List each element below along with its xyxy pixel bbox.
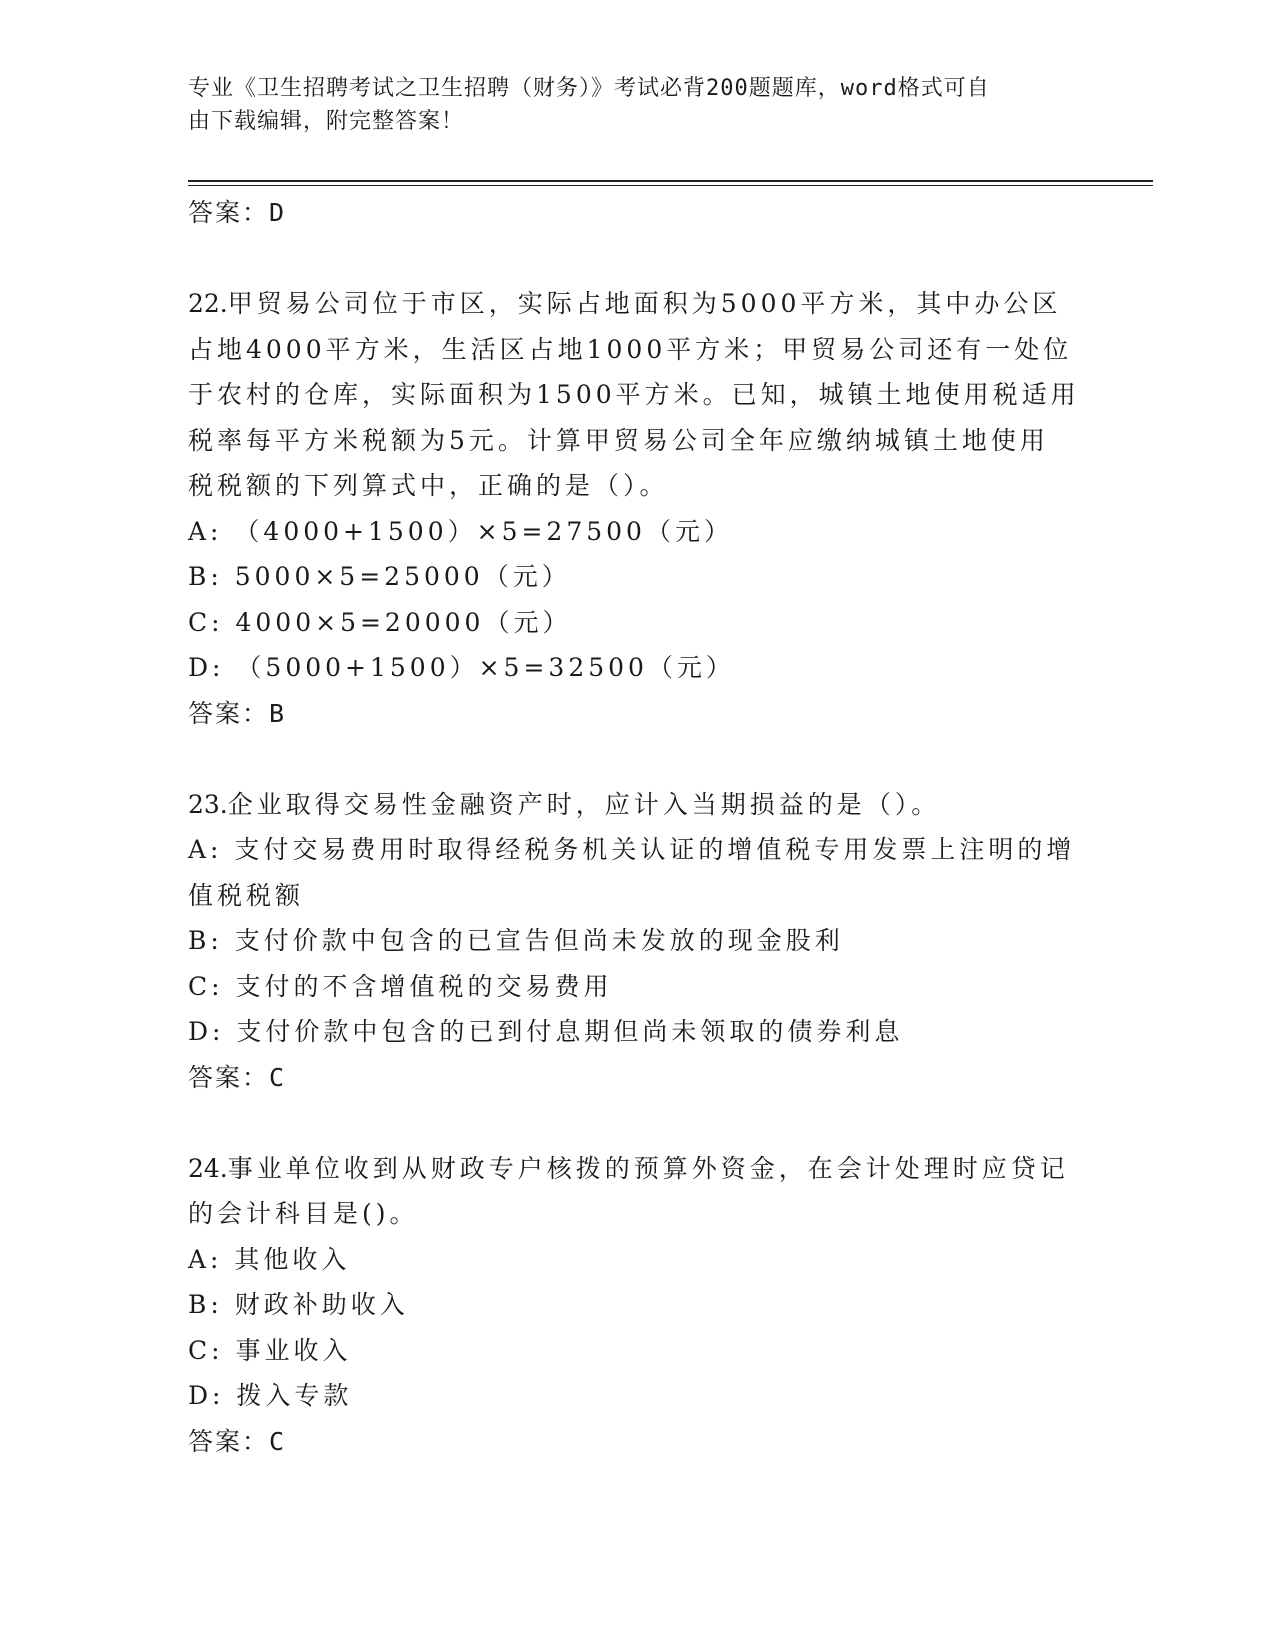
page-header [188, 72, 1068, 138]
document-body [188, 190, 1080, 1464]
option-a: A: （4000+1500）×5=27500（元） [188, 516, 733, 546]
header-rule-thick [188, 180, 1153, 182]
option-c: C: 4000×5=20000（元） [188, 607, 572, 637]
question-stem-line: 24.事业单位收到从财政专户核拨的预算外资金，在会计处理时应贷记 [188, 1153, 1069, 1183]
question-stem-line: 23.企业取得交易性金融资产时，应计入当期损益的是（）。 [188, 789, 941, 819]
header-line-2: 由下载编辑，附完整答案！ [188, 109, 465, 134]
question-stem-line: 22.甲贸易公司位于市区，实际占地面积为5000平方米，其中办公区 [188, 289, 1062, 318]
question-23 [188, 782, 1076, 1101]
option-a-continued: 值税税额 [188, 880, 305, 910]
question-24 [188, 1146, 1068, 1465]
spacer [188, 736, 1068, 782]
question-stem-line: 的会计科目是()。 [188, 1199, 419, 1228]
option-c: C: 事业收入 [188, 1335, 352, 1365]
answer: 答案：C [188, 1062, 287, 1092]
spacer [188, 1100, 1068, 1146]
option-b: B: 5000×5=25000（元） [188, 562, 571, 591]
header-line-1: 专业《卫生招聘考试之卫生招聘（财务）》考试必背200题题库，word格式可自 [188, 76, 990, 101]
question-number: 22. [188, 289, 228, 318]
question-stem-line: 于农村的仓库，实际面积为1500平方米。已知，城镇土地使用税适用 [188, 380, 1080, 409]
option-b: B: 财政补助收入 [188, 1290, 409, 1319]
question-number: 23. [188, 789, 228, 819]
question-22 [188, 281, 1080, 736]
previous-answer: 答案：D [188, 198, 287, 227]
option-b: B: 支付价款中包含的已宣告但尚未发放的现金股利 [188, 926, 844, 955]
option-c: C: 支付的不含增值税的交易费用 [188, 971, 613, 1001]
option-a: A: 支付交易费用时取得经税务机关认证的增值税专用发票上注明的增 [188, 835, 1076, 864]
answer: 答案：B [188, 698, 287, 728]
option-a: A: 其他收入 [188, 1244, 351, 1274]
header-rule-thin [188, 185, 1153, 186]
question-stem-line: 税率每平方米税额为5元。计算甲贸易公司全年应缴纳城镇土地使用 [188, 425, 1049, 455]
answer: 答案：C [188, 1426, 287, 1456]
spacer [188, 236, 1068, 282]
question-number: 24. [188, 1153, 228, 1183]
option-d: D: 支付价款中包含的已到付息期但尚未领取的债券利息 [188, 1017, 904, 1046]
option-d: D: （5000+1500）×5=32500（元） [188, 653, 735, 682]
option-d: D: 拨入专款 [188, 1381, 353, 1410]
question-stem-line: 税税额的下列算式中，正确的是（）。 [188, 471, 669, 500]
question-stem-line: 占地4000平方米，生活区占地1000平方米；甲贸易公司还有一处位 [188, 334, 1073, 364]
